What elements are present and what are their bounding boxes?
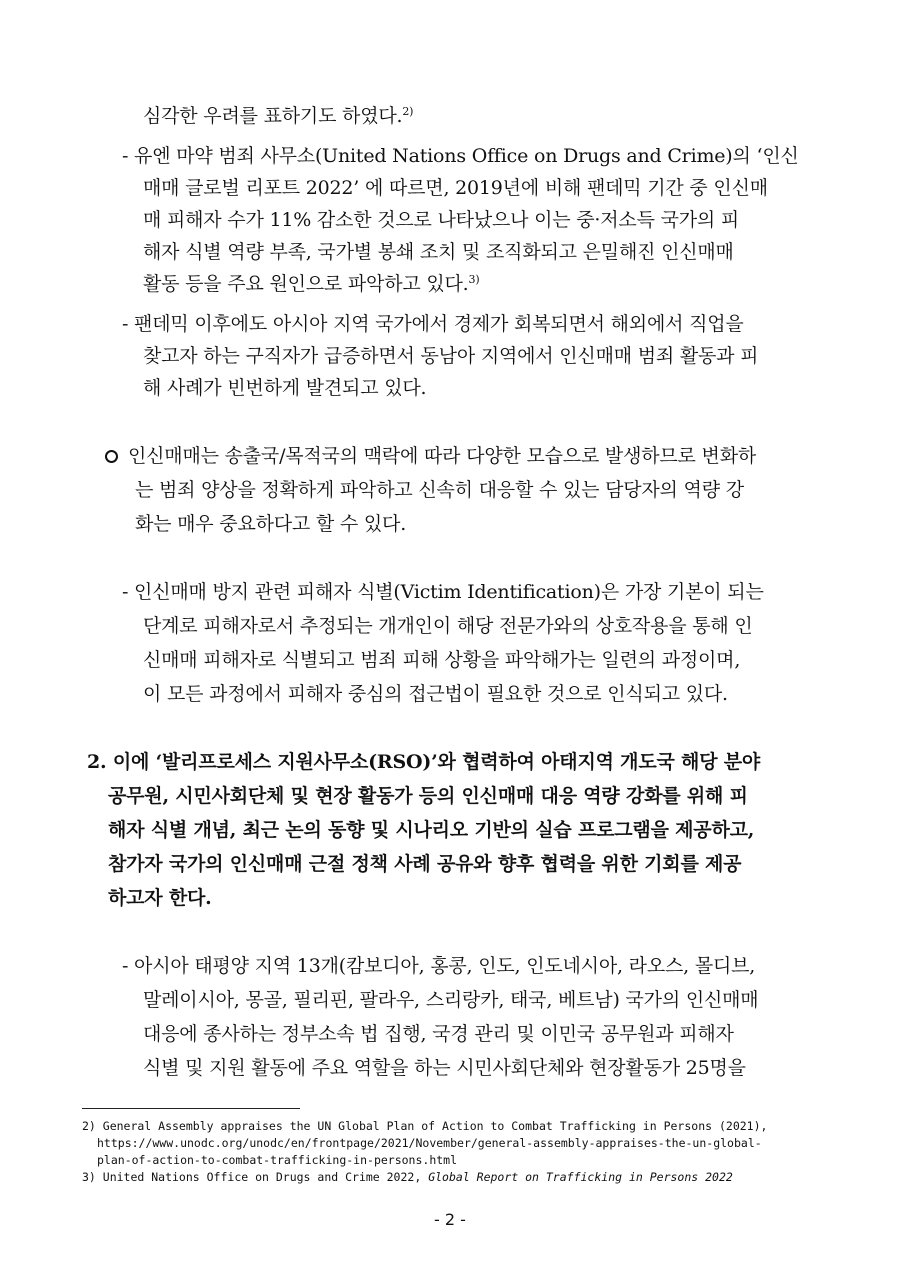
paragraph-line: - 팬데믹 이후에도 아시아 지역 국가에서 경제가 회복되면서 해외에서 직업을 (122, 313, 744, 335)
paragraph-line: 활동 등을 주요 원인으로 파악하고 있다.$^{3)}$ (143, 273, 480, 295)
paragraph-line: 식별 및 지원 활동에 주요 역할을 하는 시민사회단체와 현장활동가 25명을 (143, 1057, 746, 1079)
paragraph-line: 신매매 피해자로 식별되고 범죄 피해 상황을 파악해가는 일련의 과정이며, (143, 649, 741, 671)
paragraph-line: 매매 글로벌 리포트 2022’ 에 따르면, 2019년에 비해 팬데믹 기간 중 인신매 (143, 177, 768, 199)
paragraph-line: 인신매매는 송출국/목적국의 맥락에 따라 다양한 모습으로 발생하므로 변화하 (105, 443, 756, 469)
footnote-3-title: Global Report on Trafficking in Persons 2022 (428, 1170, 733, 1184)
footnote-2-link-cont[interactable]: plan-of-action-to-combat-trafficking-in-persons.html (97, 1153, 458, 1167)
paragraph-line: 대응에 종사하는 정부소속 법 집행, 국경 관리 및 이민국 공무원과 피해자 (143, 1023, 734, 1045)
footnote-ref[interactable]: 3) (468, 273, 480, 286)
paragraph-line: 심각한 우려를 표하기도 하였다.$^{2)}$ (143, 105, 414, 127)
paragraph-line: 화는 매우 중요하다고 할 수 있다. (135, 513, 407, 535)
footnote-3: 3) United Nations Office on Drugs and Crime 2022, Global Report on Trafficking in Persons 2022 (82, 1170, 733, 1184)
section-heading-line: 해자 식별 개념, 최근 논의 동향 및 시나리오 기반의 실습 프로그램을 제공하고, (108, 819, 755, 841)
footnote-ref[interactable]: 2) (402, 105, 414, 118)
section-heading-line: 하고자 한다. (108, 887, 212, 909)
paragraph-line: - 아시아 태평양 지역 13개(캄보디아, 홍콩, 인도, 인도네시아, 라오스, 몰디브, (122, 955, 756, 977)
circle-bullet-icon (105, 450, 118, 463)
section-heading-line: 참가자 국가의 인신매매 근절 정책 사례 공유와 향후 협력을 위한 기회를 제공 (108, 853, 742, 875)
footnote-2-link[interactable]: https://www.unodc.org/unodc/en/frontpage/2021/November/general-assembly-appraises-the-un-global- (97, 1136, 762, 1150)
footnote-divider (82, 1108, 300, 1109)
paragraph-line: 는 범죄 양상을 정확하게 파악하고 신속히 대응할 수 있는 담당자의 역량 강 (135, 479, 744, 501)
paragraph-line: 해 사례가 빈번하게 발견되고 있다. (143, 377, 427, 399)
page-number: - 2 - (434, 1210, 466, 1229)
paragraph-line: 매 피해자 수가 11% 감소한 것으로 나타났으나 이는 중·저소득 국가의 피 (143, 209, 740, 231)
section-heading-line: 2. 이에 ‘발리프로세스 지원사무소(RSO)’와 협력하여 아태지역 개도국 해당 분야 (87, 751, 761, 773)
paragraph-line: 말레이시아, 몽골, 필리핀, 팔라우, 스리랑카, 태국, 베트남) 국가의 인신매매 (143, 989, 759, 1011)
section-heading-line: 공무원, 시민사회단체 및 현장 활동가 등의 인신매매 대응 역량 강화를 위해 피 (108, 785, 748, 807)
paragraph-line: - 인신매매 방지 관련 피해자 식별(Victim Identification)은 가장 기본이 되는 (122, 581, 764, 603)
paragraph-line: - 유엔 마약 범죄 사무소(United Nations Office on Drugs and Crime)의 ‘인신 (122, 145, 799, 167)
footnote-2: 2) General Assembly appraises the UN Global Plan of Action to Combat Trafficking in Persons (2021), (82, 1119, 768, 1133)
paragraph-line: 단계로 피해자로서 추정되는 개개인이 해당 전문가와의 상호작용을 통해 인 (143, 615, 753, 637)
paragraph-line: 이 모든 과정에서 피해자 중심의 접근법이 필요한 것으로 인식되고 있다. (143, 683, 728, 705)
paragraph-line: 찾고자 하는 구직자가 급증하면서 동남아 지역에서 인신매매 범죄 활동과 피 (143, 345, 759, 367)
paragraph-line: 해자 식별 역량 부족, 국가별 봉쇄 조치 및 조직화되고 은밀해진 인신매매 (143, 241, 734, 263)
